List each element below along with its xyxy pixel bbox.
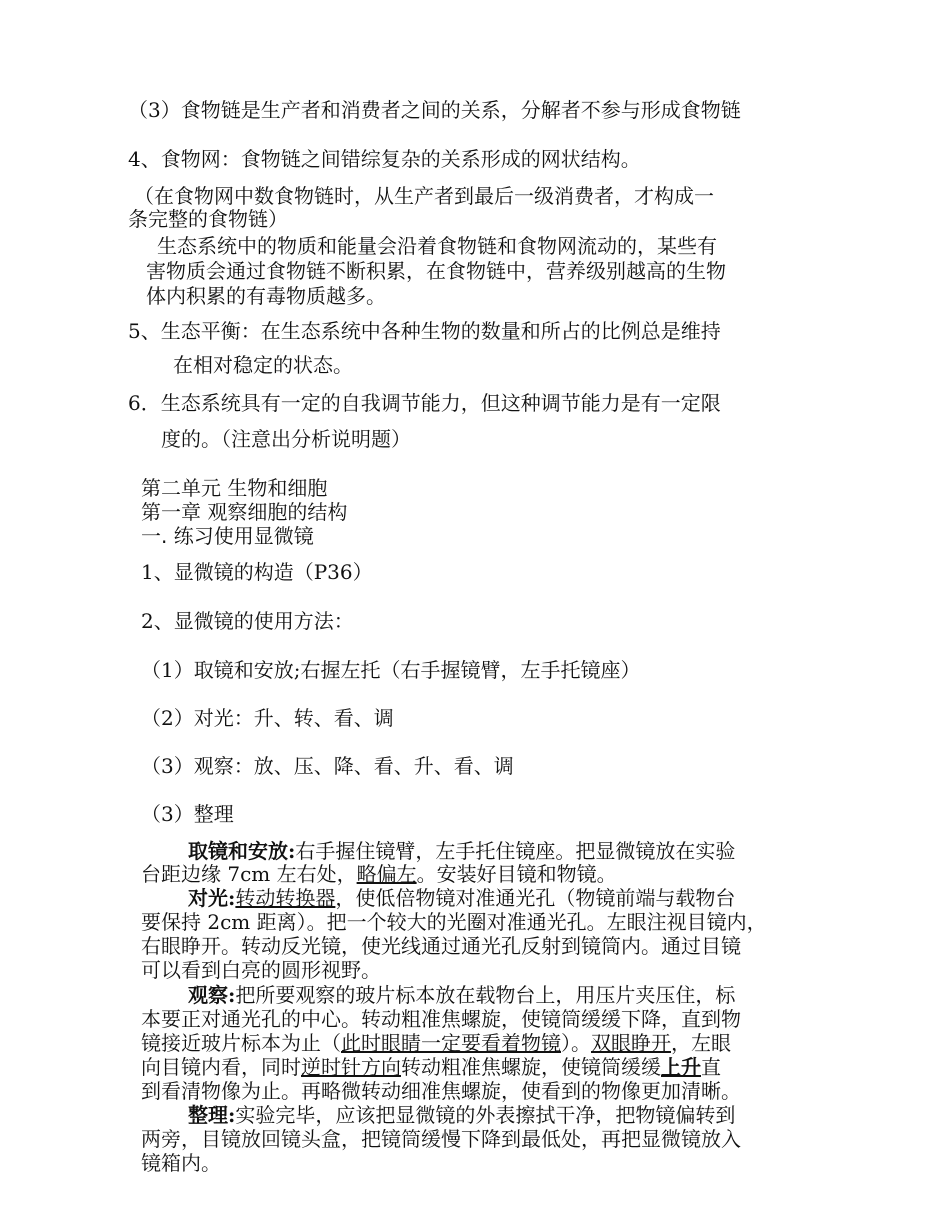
observe-line-2: 本要正对通光孔的中心。转动粗准焦螺旋，使镜筒缓缓下降，直到物 bbox=[141, 1007, 741, 1031]
accumulation-line-1: 生态系统中的物质和能量会沿着食物链和食物网流动的，某些有 bbox=[157, 234, 717, 258]
section-heading: 一. 练习使用显微镜 bbox=[141, 524, 314, 548]
light-adjust-line-4: 可以看到白亮的圆形视野。 bbox=[141, 958, 381, 982]
text-span: 转动粗准焦螺旋，使镜筒缓缓 bbox=[401, 1055, 661, 1079]
take-and-place-title: 取镜和安放: bbox=[188, 839, 296, 863]
tidy-line-2: 两旁，目镜放回镜头盒，把镜筒缓慢下降到最低处，再把显微镜放入 bbox=[141, 1127, 741, 1151]
ecological-balance-line-1: 5、生态平衡：在生态系统中各种生物的数量和所占的比例总是维持 bbox=[128, 319, 721, 343]
text-span: 直 bbox=[701, 1055, 721, 1079]
underlined-text: 逆时针方向 bbox=[301, 1055, 401, 1079]
text-span: 向目镜内看，同时 bbox=[141, 1055, 301, 1079]
ecological-balance-line-2: 在相对稳定的状态。 bbox=[173, 353, 353, 377]
underlined-text: 略偏左 bbox=[356, 862, 417, 886]
observe-line-4 bbox=[141, 1055, 721, 1079]
observe-line-5: 到看清物像为止。再略微转动细准焦螺旋，使看到的物像更加清晰。 bbox=[141, 1079, 741, 1103]
take-and-place-line-1 bbox=[188, 839, 735, 863]
food-web-note-line-2: 条完整的食物链） bbox=[128, 207, 288, 231]
light-adjust-line-2: 要保持 2cm 距离）。把一个较大的光圈对准通光孔。左眼注视目镜内， bbox=[141, 910, 767, 934]
unit-heading: 第二单元 生物和细胞 bbox=[141, 476, 328, 500]
microscope-usage: 2、显微镜的使用方法： bbox=[141, 609, 354, 633]
text-span: ，左眼 bbox=[671, 1031, 731, 1055]
text-span: ，使低倍物镜对准通光孔（物镜前端与载物台 bbox=[335, 886, 736, 910]
underlined-text: 此时眼睛一定要看着物镜 bbox=[341, 1031, 561, 1055]
usage-step-2: （2）对光：升、转、看、调 bbox=[141, 706, 394, 730]
text-span: ）。 bbox=[561, 1031, 591, 1055]
tidy-line-1 bbox=[188, 1103, 735, 1127]
tidy-line-3: 镜箱内。 bbox=[141, 1151, 221, 1175]
text-span: 把所要观察的玻片标本放在载物台上，用压片夹压住，标 bbox=[235, 983, 736, 1007]
microscope-structure: 1、显微镜的构造（P36） bbox=[141, 560, 373, 584]
food-web-definition: 4、食物网：食物链之间错综复杂的关系形成的网状结构。 bbox=[128, 147, 641, 171]
observe-title: 观察: bbox=[188, 983, 236, 1007]
tidy-title: 整理: bbox=[188, 1103, 236, 1127]
underlined-text: 双眼睁开 bbox=[591, 1031, 671, 1055]
food-web-note-line-1: （在食物网中数食物链时，从生产者到最后一级消费者，才构成一 bbox=[134, 184, 714, 208]
food-chain-point-3: （3）食物链是生产者和消费者之间的关系，分解者不参与形成食物链 bbox=[128, 98, 741, 122]
underlined-text: 转动转换器 bbox=[235, 886, 336, 910]
text-span: 台距边缘 7cm 左右处， bbox=[141, 862, 357, 886]
text-span: 实验完毕，应该把显微镜的外表擦拭干净，把物镜偏转到 bbox=[235, 1103, 736, 1127]
text-span: 镜接近玻片标本为止（ bbox=[141, 1031, 341, 1055]
observe-line-1 bbox=[188, 983, 735, 1007]
self-regulation-line-1: 6．生态系统具有一定的自我调节能力，但这种调节能力是有一定限 bbox=[128, 391, 721, 415]
accumulation-line-3: 体内积累的有毒物质越多。 bbox=[146, 284, 386, 308]
self-regulation-line-2: 度的。（注意出分析说明题） bbox=[161, 427, 411, 451]
text-span: 。安装好目镜和物镜。 bbox=[416, 862, 617, 886]
usage-step-1: （1）取镜和安放;右握左托（右手握镜臂，左手托镜座） bbox=[141, 658, 641, 682]
light-adjust-line-1 bbox=[188, 886, 735, 910]
accumulation-line-2: 害物质会通过食物链不断积累，在食物链中，营养级别越高的生物 bbox=[146, 259, 726, 283]
chapter-heading: 第一章 观察细胞的结构 bbox=[141, 500, 348, 524]
underlined-text: 上升 bbox=[661, 1055, 701, 1079]
observe-line-3 bbox=[141, 1031, 731, 1055]
usage-step-3: （3）观察：放、压、降、看、升、看、调 bbox=[141, 754, 514, 778]
light-adjust-line-3: 右眼睁开。转动反光镜，使光线通过通光孔反射到镜筒内。通过目镜 bbox=[141, 934, 741, 958]
light-adjust-title: 对光: bbox=[188, 886, 236, 910]
take-and-place-line-2 bbox=[141, 862, 617, 886]
usage-step-4: （3）整理 bbox=[141, 802, 234, 826]
take-and-place-text: 右手握住镜臂，左手托住镜座。把显微镜放在实验 bbox=[295, 839, 736, 863]
